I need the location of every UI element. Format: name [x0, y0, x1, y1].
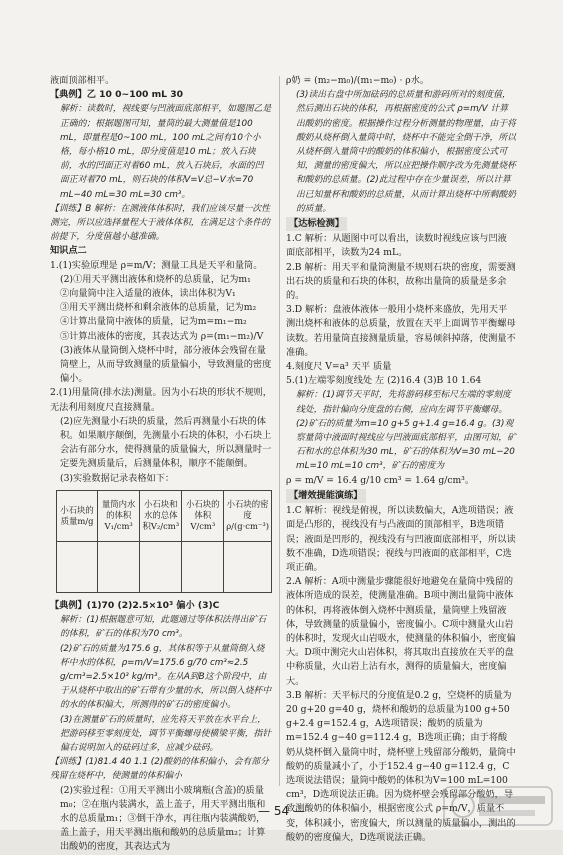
paragraph: 【训练】(1)81.4 40 1.1 (2)酸奶的体积偏小，会有部分残留在烧杯中，使测量的体积偏小: [50, 757, 269, 782]
paragraph: (3)读出右盘中所加砝码的总质量和游码所对的刻度值，然后测出石块的体积，再根据密度的公式 ρ=m/V 计算出酸奶的密度。根据操作过程分析测量的物理量，由于将酸奶从烧杯倒入量筒中时，烧杯中不能完全倒干净，所以从烧杯倒入量筒中的酸奶的体积偏小，根据密度公式可知，测量的密度偏大，所以应把操作顺序改为先测量烧杯和酸奶的总质量。(2)此过程中存在少量误差，所以计算出已知量杯和酸奶的总质量，从而计算出烧杯中所剩酸奶的质量。: [296, 90, 516, 214]
paragraph: ρ = m/V = 16.4 g/10 cm³ = 1.64 g/cm³。: [286, 474, 475, 486]
paragraph: 解析：读数时，视线要与凹液面底部相平，如题图乙是正确的；根据题图可知，量筒的最大测量值是100 mL，即量程是0~100 mL，100 mL之间有10个小格，每小格10 mL，即分度值是10 mL；放入石块前，水的凹面正对着60 mL，放入石块后，水面的凹面正对着70 mL，则石块的体积V=V总−V水=70 mL−40 mL=30 mL=30 cm³。: [60, 104, 272, 200]
table-header-cell: 小石块和水的总体积V₂/cm³: [140, 490, 182, 541]
table-row: [57, 541, 272, 592]
paragraph: 5.(1)左端零刻度线处 左 (2)16.4 (3)B 10 1.64: [286, 375, 482, 387]
paragraph: 3.D 解析：盘液体液体一般用小烧杯来盛放，先用天平测出烧杯和液体的总质量，放置在天平上面调节平衡螺母读数。若用量筒直接测量质量，容易倾斜掉落，使测量不准确。: [286, 304, 516, 358]
column-divider: [279, 76, 280, 786]
table-header-cell: 小石块的密度ρ/(g·cm⁻³): [224, 490, 272, 541]
paragraph: 【达标检测】: [286, 217, 347, 231]
paragraph: (2)应先测量小石块的质量，然后再测量小石块的体积。如果顺序颠倒，先测量小石块的体积，小石块上会沾有部分水，使得测量的质量偏大，所以测量时一定要先测质量后，后测量体积，顺序不能颠倒。: [60, 415, 272, 470]
paragraph: 【典例】(1)70 (2)2.5×10³ 偏小 (3)C: [50, 599, 220, 611]
paragraph: ②向量筒中注入适量的液体，读出体积为V₁: [60, 288, 236, 300]
paragraph: 液面顶部相平。: [50, 75, 115, 86]
paragraph: 【典例】乙 10 0~100 mL 30: [50, 89, 183, 101]
paragraph: 【增效提能演练】: [286, 489, 366, 503]
table-header-cell: 量筒内水的体积V₁/cm³: [98, 490, 140, 541]
paragraph: (2)①用天平测出液体和烧杯的总质量，记为m₁: [60, 273, 251, 285]
paragraph: 2.B 解析：用天平和量筒测量不规则石块的密度，需要测出石块的质量和石块的体积，故称出量筒的质量是多余的。: [286, 261, 516, 302]
page-number: — 54 —: [258, 804, 305, 818]
paragraph: (3)液体从量筒倒入烧杯中时，部分液体会残留在量筒壁上，从而导致测量的质量偏小，导致测量的密度偏小。: [60, 344, 272, 385]
paragraph: ④计算出量筒中液体的质量，记为m=m₁−m₂: [60, 316, 247, 328]
table-header-cell: 小石块的质量m/g: [57, 490, 98, 541]
paragraph: 1.C 解析：视线是俯视，所以读数偏大，A选项错误；液面是凸形的，视线没有与凸液面的顶部相平，B选项错误；液面是凹形的，视线没有与凹液面底部相平，所以读数不准确，D选项错误；视线与凹液面的底部相平，C选项正确。: [286, 505, 516, 573]
paragraph: ③用天平测出烧杯和剩余液体的总质量，记为m₂: [60, 302, 257, 314]
left-column: [50, 74, 272, 855]
data-table: [56, 490, 272, 593]
paragraph: 【训练】B 解析：在测液体体积时，我们应该尽量一次性测完，所以应选择量程大于液体体积，在满足这个条件的前提下，分度值越小越准确。: [50, 203, 270, 243]
paragraph: ⑤计算出液体的密度，其表达式为 ρ=(m₁−m₂)/V: [60, 330, 264, 342]
paragraph: (2)矿石的质量为175.6 g，其体积等于从量筒倒入烧杯中水的体积，ρ=m/V=175.6 g/70 cm³≈2.5 g/cm³=2.5×10³ kg/m³。在从A到B这个阶段中，由于从烧杯中取出的矿石带有少量的水，所以倒入烧杯中的水的体积偏大，所测得的矿石的密度偏小。: [60, 643, 272, 711]
paragraph: (2)实验过程：①用天平测出小玻璃瓶(含盖)的质量m₀；②在瓶内装满水，盖上盖子，用天平测出瓶和水的总质量m₁；③倒干净水，再往瓶内装满酸奶，盖上盖子，用天平测出瓶和酸奶的总质量m₂；计算出酸奶的密度，其表达式为: [60, 784, 266, 853]
watermark-logo: [443, 786, 553, 826]
paragraph: 2.(1)用量筒(排水法)测量。因为小石块的形状不规则，无法利用刻度尺直接测量。: [50, 387, 272, 413]
paragraph: (3)在测量矿石的质量时，应先将天平放在水平台上，把游码移至零刻度处，调节平衡螺母使横梁平衡，指针偏右说明加入的砝码过多，应减少砝码。: [60, 714, 272, 753]
right-column: [286, 74, 516, 845]
table-row: [57, 490, 272, 541]
paragraph: 知识点二: [50, 245, 87, 257]
paragraph: 4.刻度尺 V=a³ 天平 质量: [286, 361, 392, 373]
table-header-cell: 小石块的体积V/cm³: [182, 490, 224, 541]
left-paragraphs: [50, 74, 272, 486]
paragraph: 解析：(1)调节天平时，先将游码移至标尺左端的零刻度线处，指针偏向分度盘的右侧，应向左调节平衡螺母。(2)矿石的质量为m=10 g+5 g+1.4 g=16.4 g。(3)观察量筒中液面时视线应与凹液面底部相平，由图可知，矿石和水的总体积为30 mL，矿石的体积为V=30 mL−20 mL=10 mL=10 cm³，矿石的密度为: [296, 390, 516, 472]
paragraph: ρ奶 = (m₂−m₀)/(m₁−m₀) · ρ水。: [286, 75, 430, 86]
paragraph: 2.A 解析：A项中测量步骤能很好地避免在量筒中残留的液体所造成的误差，使测量准确。B项中测出量筒中液体的体积，再将液体倒入烧杯中测质量，量筒壁上残留液体，导致测量的质量偏小，密度偏小。C项中测量火山岩的体积时，发现火山岩吸水，使测量的体积偏小，密度偏大。D项中测完火山岩体积，将其取出直接放在天平的盘中称质量，火山岩上沾有水，测得的质量偏大，密度偏大。: [286, 576, 516, 687]
paragraph: 解析：(1)根据题意可知，此题通过等体积法得出矿石的体积，矿石的体积为70 cm³。: [60, 615, 266, 640]
paragraph: 3.B 解析：天平标尺的分度值是0.2 g，空烧杯的质量为20 g+20 g=40 g，烧杯和酸奶的总质量为100 g+50 g+2.4 g=152.4 g，A选项错误；酸奶的质量为m=152.4 g−40 g=112.4 g，B选项正确；由于将酸奶从烧杯倒入量筒中时，烧杯壁上残留部分酸奶，量筒中酸奶的质量减小了，小于152.4 g−40 g=112.4 g，C选项说法错误；量筒中酸奶的体积为V=100 mL=100 cm³，D选项说法正确。因为烧杯壁会残留部分酸奶，导致测酸奶的体积偏小，根据密度公式 ρ=m/V，质量不变，体积减小，密度偏大，所以测量的质量偏小，测出的酸奶的密度偏大，D选项说法正确。: [286, 689, 516, 843]
paragraph: (3)实验数据记录表格如下：: [60, 472, 175, 484]
paragraph: 1.C 解析：从题图中可以看出，读数时视线应该与凹液面底部相平，读数为24 mL。: [286, 233, 507, 259]
paragraph: 1.(1)实验原理是 ρ=m/V；测量工具是天平和量筒。: [50, 259, 263, 271]
